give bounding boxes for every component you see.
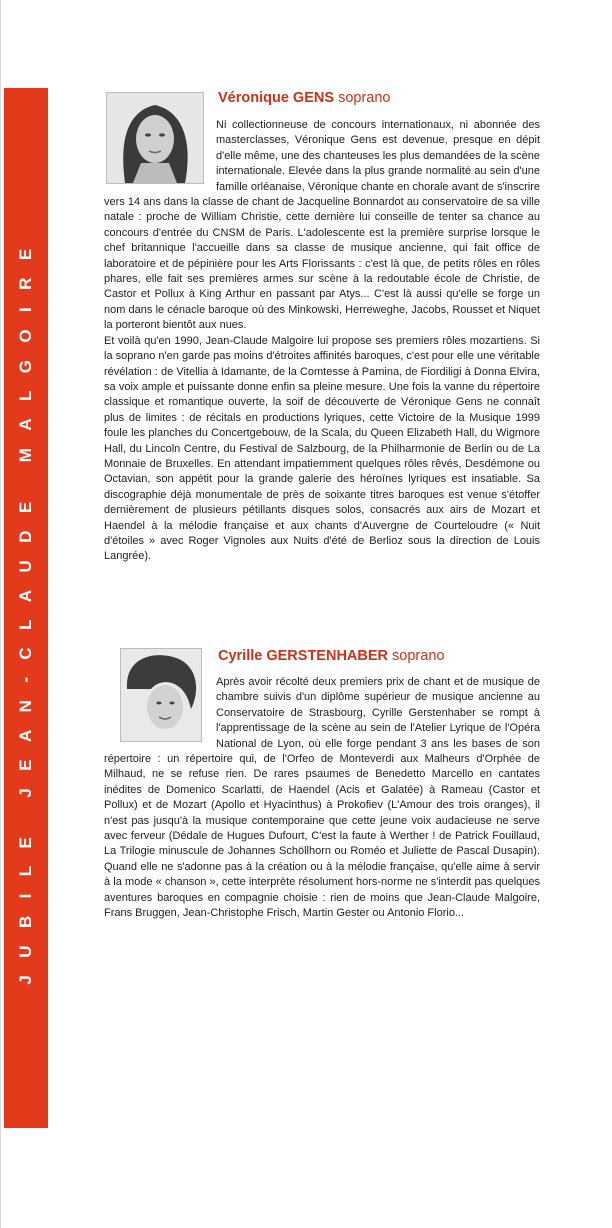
bio-paragraph: Après avoir récolté deux premiers prix de chant et de musique de chambre suivis d'un diplôme supérieur de musique ancienne au Conservatoire de Strasbourg, Cyrille Gerstenhaber se rompt à l'apprentissage de la scène au sein de l'Atelier Lyrique de l'Opéra National de Lyon, où elle forge pendant 3 ans les bases de son répertoire : un répertoire qui, de l'Orfeo de Monteverdi aux Malheurs d'Orphée de Milhaud, ne se refuse rien. De rares psaumes de Benedetto Marcello en cantates inédites de Domenico Scarlatti, de Haendel (Acis et Galatée) à Rameau (Castor et Pollux) et de Mozart (Apollo et Hyacinthus) à Prokofiev (L'Amour des trois oranges), il n'est pas jusqu'à la musique contemporaine que cette jeune voix audacieuse ne serve avec ferveur (Dédale de Hugues Dufourt, C'est la faute à Werther ! de Patrick Fouillaud, La Trilogie minuscule de Johannes Schöllhorn ou Roméo et Juliette de Pascal Dusapin). Quand elle ne s'adonne pas à la création ou à la mélodie française, qu'elle aime à servir à la mode « chanson », cette interprète résolument hors-norme ne s'interdit pas quelques aventures baroques en compagnie choisie : rien de moins que Jean-Claude Malgoire, Frans Bruggen, Jean-Christophe Frisch, Martin Gester ou Antonio Florio... [104, 676, 540, 920]
sidebar-title: JUBILE JEAN-CLAUDE MALGOIRE [16, 231, 35, 985]
bio-paragraph: Ni collectionneuse de concours internationaux, ni abonnée des masterclasses, Véronique Gens est devenue, presque en dépit d'elle même, une des chanteuses les plus demandées de la scène internationale. Elevée dans la plus grande normalité au sein d'une famille orléanaise, Véronique chante en chorale avant de s'inscrire vers 14 ans dans la classe de chant de Jacqueline Bonnardot au conservatoire de sa ville natale : proche de William Christie, cette dernière lui conseille de tenter sa chance au concours d'entrée du CNSM de Paris. L'adolescente est la première surprise lorsque le chef britannique l'accueille dans sa classe de musique ancienne, qui fait office de laboratoire et de pépinière pour les Arts Florissants : c'est là que, de petits rôles en rôles phares, elle fait ses premières armes sur scène à la redoutable école de Christie, de Castor et Pollux à King Arthur en passant par Atys... C'est là aussi qu'elle se forge un nom dans le cénacle baroque où des Minkowski, Herreweghe, Jacobs, Rousset et Niquet la porteront bientôt aux nues. [104, 119, 540, 332]
bio-paragraph: Et voilà qu'en 1990, Jean-Claude Malgoire lui propose ses premiers rôles mozartiens. Si la soprano n'en garde pas moins d'étroites affinités baroques, c'est pour elle une véritable révélation : de Vitellia à Idamante, de la Comtesse à Pamina, de Fiordiligi à Donna Elvira, sa voix ample et puissante donne enfin sa pleine mesure. Une fois la vanne du répertoire classique et romantique ouverte, la soif de découverte de Véronique Gens ne connaît plus de limites : de récitals en productions lyriques, cette Victoire de la Musique 1999 foule les planches du Concertgebouw, de la Scala, du Queen Elizabeth Hall, du Wigmore Hall, du Lincoln Centre, du Festival de Salzbourg, de la Philharmonie de Berlin ou de La Monnaie de Bruxelles. En attendant impatiemment quelques rôles rêvés, Desdémone ou Octavian, son appétit pour la grande galerie des héroïnes lyriques est insatiable. Sa discographie déjà monumentale de près de soixante titres baroques est venue s'étoffer dernièrement de plusieurs pétillants disques solos, consacrés aux airs de Mozart et Haendel à la mélodie française et aux chants d'Auvergne de Courteloudre (« Nuit d'étoiles » avec Roger Vignoles aux Nuits d'été de Berlioz sous la direction de Louis Langrée). [104, 334, 540, 563]
artist-bio-2 [104, 675, 540, 922]
photo-wrap-spacer [104, 675, 216, 751]
artist-name-2: Cyrille GERSTENHABER soprano [218, 648, 445, 664]
artist-bio-1 [104, 118, 540, 565]
photo-wrap-spacer [104, 118, 216, 192]
artist-name-1: Véronique GENS soprano [218, 90, 391, 106]
